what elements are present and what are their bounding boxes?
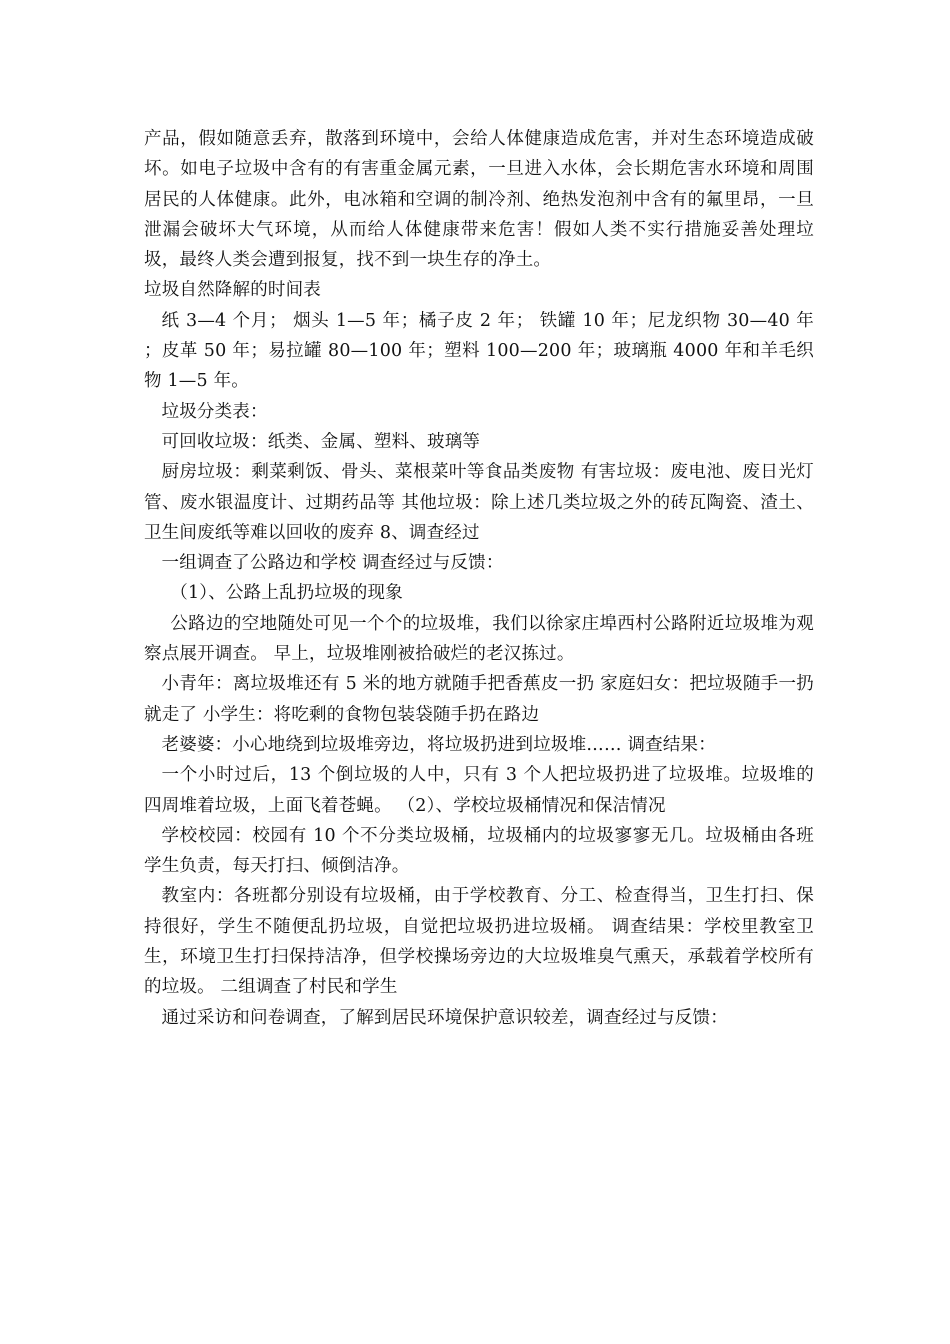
paragraph-recyclable: 可回收垃圾：纸类、金属、塑料、玻璃等 (161, 431, 481, 452)
paragraph-hour-result: 一个小时过后，13 个倒垃圾的人中，只有 3 个人把垃圾扔进了垃圾堆。垃圾堆的四周堆着垃圾，上面飞着苍蝇。 （2）、学校垃圾桶情况和保洁情况 (144, 765, 814, 816)
paragraph-classroom: 教室内：各班都分别设有垃圾桶，由于学校教育、分工、检查得当，卫生打扫、保持很好，学生不随便乱扔垃圾，自觉把垃圾扔进垃圾桶。 调查结果：学校里教室卫生，环境卫生打扫保持洁净，但学校操场旁边的大垃圾堆臭气熏天，承载着学校所有的垃圾。 二组调查了村民和学生 (144, 886, 814, 998)
heading-classification-table: 垃圾分类表： (161, 401, 268, 422)
paragraph-ewaste-hazard: 产品，假如随意丢弃，散落到环境中，会给人体健康造成危害，并对生态环境造成破坏。如电子垃圾中含有的有害重金属元素，一旦进入水体，会长期危害水环境和周围居民的人体健康。此外，电冰箱和空调的制冷剂、绝热发泡剂中含有的氟里昂，一旦泄漏会破坏大气环境，从而给人体健康带来危害！假如人类不实行措施妥善处理垃圾，最终人类会遭到报复，找不到一块生存的净土。 (144, 129, 814, 271)
paragraph-roadside-observation: 公路边的空地随处可见一个个的垃圾堆，我们以徐家庄埠西村公路附近垃圾堆为观察点展开调查。 早上，垃圾堆刚被拾破烂的老汉拣过。 (144, 613, 814, 665)
paragraph-old-woman: 老婆婆：小心地绕到垃圾堆旁边，将垃圾扔进到垃圾堆…… 调查结果： (161, 734, 716, 755)
document-body (144, 124, 814, 1033)
paragraph-degradation-times: 纸 3—4 个月； 烟头 1—5 年；橘子皮 2 年； 铁罐 10 年；尼龙织物 30—40 年 ；皮革 50 年；易拉罐 80—100 年；塑料 100—200 年；玻璃瓶 4000 年和羊毛织物 1—5 年。 (144, 310, 814, 392)
paragraph-kitchen-hazardous-other: 厨房垃圾：剩菜剩饭、骨头、菜根菜叶等食品类废物 有害垃圾：废电池、废日光灯管、废水银温度计、过期药品等 其他垃圾：除上述几类垃圾之外的砖瓦陶瓷、渣土、卫生间废纸等难以回收的废弃 8、调查经过 (144, 462, 814, 543)
paragraph-observed-people: 小青年：离垃圾堆还有 5 米的地方就随手把香蕉皮一扔 家庭妇女：把垃圾随手一扔就走了 小学生：将吃剩的食物包装袋随手扔在路边 (144, 674, 814, 725)
heading-degradation-table: 垃圾自然降解的时间表 (144, 280, 321, 301)
paragraph-school-campus: 学校校园：校园有 10 个不分类垃圾桶，垃圾桶内的垃圾寥寥无几。垃圾桶由各班学生负责，每天打扫、倾倒洁净。 (144, 825, 814, 877)
paragraph-interview-survey: 通过采访和问卷调查，了解到居民环境保护意识较差，调查经过与反馈： (161, 1007, 728, 1028)
heading-roadside-littering: （1）、公路上乱扔垃圾的现象 (170, 583, 403, 604)
paragraph-group-one: 一组调查了公路边和学校 调查经过与反馈： (161, 553, 504, 574)
